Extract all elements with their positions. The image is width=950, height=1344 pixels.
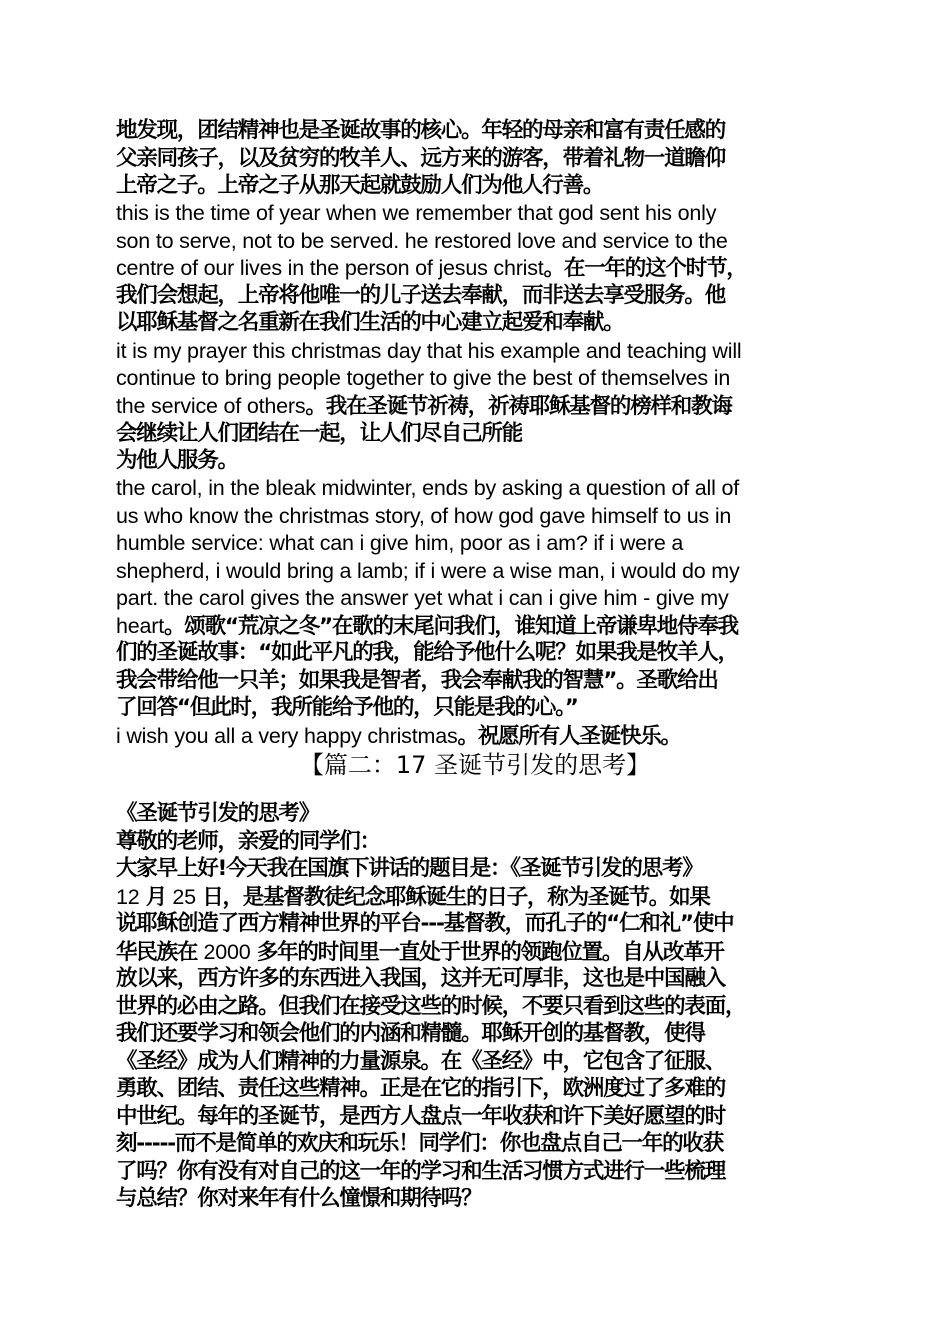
text-line: 上帝之子。上帝之子从那天起就鼓励人们为他人行善。 <box>116 173 604 198</box>
text-line: 了回答“但此时，我所能给予他的，只能是我的心。” <box>116 695 578 720</box>
text-run-num: 12 <box>116 885 140 909</box>
text-line <box>116 722 846 750</box>
text-line <box>116 392 846 420</box>
text-line: 我们还要学习和领会他们的内涵和精髓。耶稣开创的基督教，使得 <box>116 1021 705 1046</box>
speech-title: 《圣诞节引发的思考》 <box>116 801 320 826</box>
salutation: 尊敬的老师，亲爱的同学们： <box>116 829 380 854</box>
text-run-zh: 日，是基督教徒纪念耶稣诞生的日子，称为圣诞节。如果 <box>195 885 710 910</box>
text-line <box>116 254 846 282</box>
text-run-en: i wish you all a very happy christmas <box>116 724 458 748</box>
text-line: 中世纪。每年的圣诞节，是西方人盘点一年收获和许下美好愿望的时 <box>116 1104 726 1129</box>
text-line: the carol, in the bleak midwinter, ends by asking a question of all of <box>116 476 740 500</box>
text-run-zh: 华民族在 <box>116 940 204 965</box>
text-line: 为他人服务。 <box>116 448 238 473</box>
text-line: continue to bring people together to give the best of themselves in <box>116 366 731 390</box>
text-line: 我会带给他一只羊；如果我是智者，我会奉献我的智慧”。圣歌给出 <box>116 668 718 693</box>
text-line <box>116 612 846 640</box>
text-run-zh: 。我在圣诞节祈祷，祈祷耶稣基督的榜样和教诲 <box>305 394 732 419</box>
text-line: 刻-----而不是简单的欢庆和玩乐！同学们：你也盘点自己一年的收获 <box>116 1131 724 1156</box>
text-line: 与总结？你对来年有什么憧憬和期待吗？ <box>116 1186 482 1211</box>
text-line <box>116 938 846 966</box>
text-line: 们的圣诞故事：“如此平凡的我，能给予他什么呢？如果我是牧羊人， <box>116 640 738 665</box>
text-line: 放以来，西方许多的东西进入我国，这并无可厚非，这也是中国融入 <box>116 966 726 991</box>
text-run-zh: 。祝愿所有人圣诞快乐。 <box>457 724 681 749</box>
text-line: 《圣经》成为人们精神的力量源泉。在《圣经》中，它包含了征服、 <box>116 1049 726 1074</box>
text-line <box>116 883 846 911</box>
text-line: 以耶稣基督之名重新在我们生活的中心建立起爱和奉献。 <box>116 310 624 335</box>
text-line: us who know the christmas story, of how god gave himself to us in <box>116 504 732 528</box>
text-run-en: the service of others <box>116 394 306 418</box>
text-line: shepherd, i would bring a lamb; if i were a wise man, i would do my <box>116 559 740 583</box>
text-line: 我们会想起，上帝将他唯一的儿子送去奉献，而非送去享受服务。他 <box>116 283 726 308</box>
text-line: this is the time of year when we remember that god sent his only <box>116 201 717 225</box>
section-heading: 【篇二：17 圣诞节引发的思考】 <box>299 751 651 779</box>
text-line: 说耶稣创造了西方精神世界的平台---基督教，而孔子的“仁和礼”使中 <box>116 911 734 936</box>
text-line: 大家早上好!今天我在国旗下讲话的题目是：《圣诞节引发的思考》 <box>116 856 703 881</box>
text-run-zh: 月 <box>139 885 173 910</box>
text-run-zh: 。颂歌“荒凉之冬”在歌的末尾问我们，谁知道上帝谦卑地侍奉我 <box>164 614 738 639</box>
text-line: humble service: what can i give him, poor as i am? if i were a <box>116 531 684 555</box>
text-line: 勇敢、团结、责任这些精神。正是在它的指引下，欧洲度过了多难的 <box>116 1076 726 1101</box>
text-run-en: centre of our lives in the person of jesus christ <box>116 256 544 280</box>
text-run-num: 25 <box>172 885 196 909</box>
text-line: part. the carol gives the answer yet what i can i give him - give my <box>116 586 729 610</box>
text-line: son to serve, not to be served. he restored love and service to the <box>116 229 728 253</box>
text-line: it is my prayer this christmas day that his example and teaching will <box>116 339 742 363</box>
text-run-zh: 。在一年的这个时节， <box>543 256 747 281</box>
text-line: 了吗？你有没有对自己的这一年的学习和生活习惯方式进行一些梳理 <box>116 1159 726 1184</box>
text-line: 世界的必由之路。但我们在接受这些的时候，不要只看到这些的表面， <box>116 994 746 1019</box>
text-run-num: 2000 <box>203 940 251 964</box>
text-line: 父亲同孩子，以及贫穷的牧羊人、远方来的游客，带着礼物一道瞻仰 <box>116 146 726 171</box>
text-line: 地发现，团结精神也是圣诞故事的核心。年轻的母亲和富有责任感的 <box>116 118 726 143</box>
text-run-en: heart <box>116 614 165 638</box>
text-line: 会继续让人们团结在一起，让人们尽自己所能 <box>116 421 523 446</box>
text-run-zh: 多年的时间里一直处于世界的领跑位置。自从改革开 <box>250 940 724 965</box>
